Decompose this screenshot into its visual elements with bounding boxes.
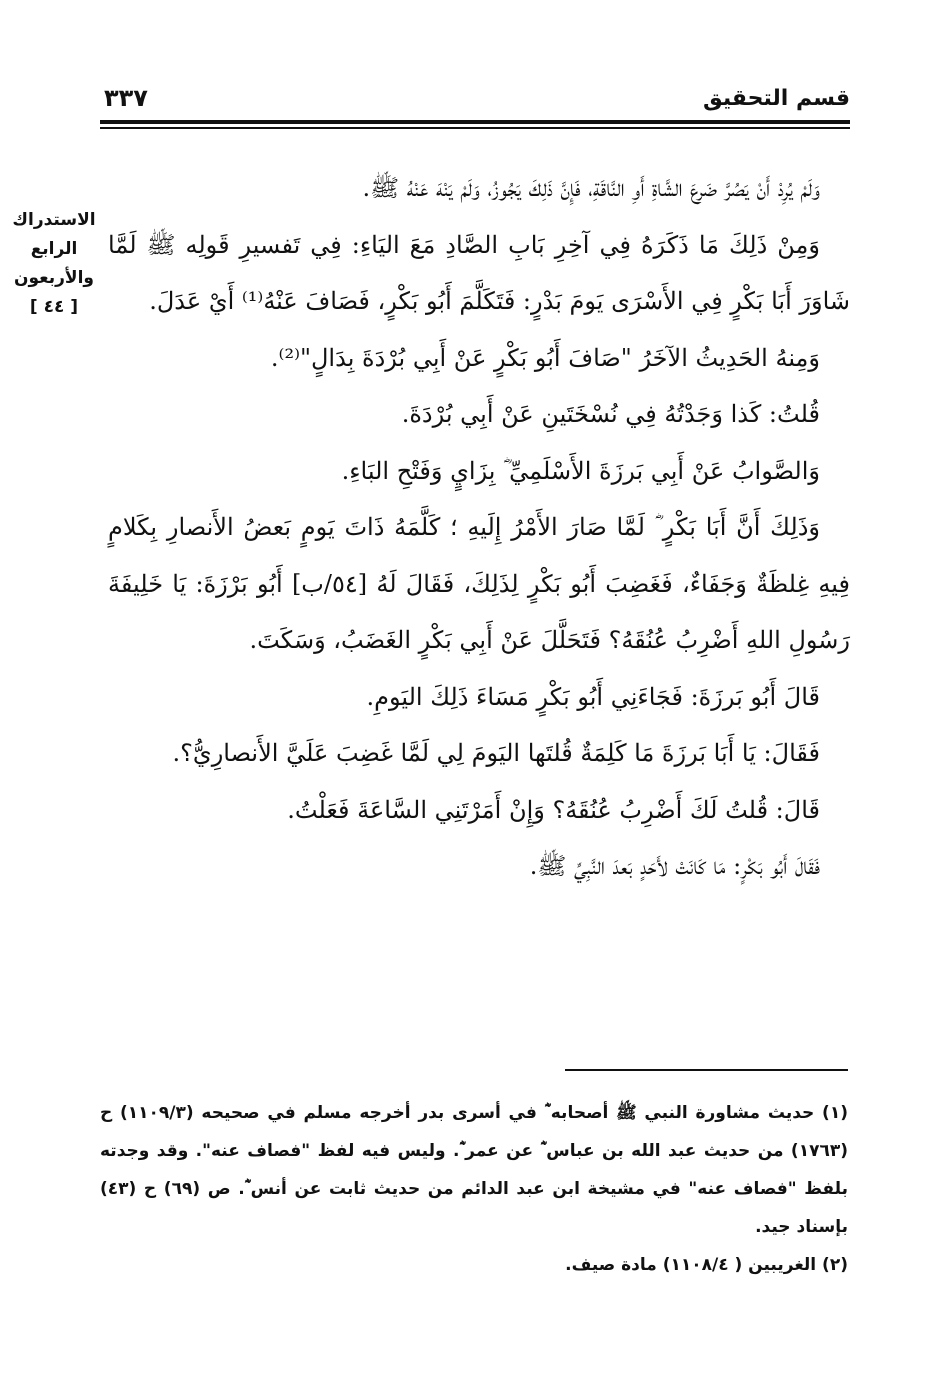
footnote: (٢) الغريبين ( ١١٠٨/٤) مادة صيف. [565,1255,848,1275]
margin-note-number: [ ٤٤ ] [29,297,79,317]
paragraph: وَلَمْ يُرِدْ أَنْ يَصُرَّ ضَرعَ الشَّاةِ أَوِ النَّاقَةِ، فَإِنَّ ذَلِكَ يَجُوزُ، وَلَمْ يَنْهَ عَنْهُ ﷺ. [362,174,820,202]
paragraph: وَمِنهُ الحَدِيثُ الآخَرُ "صَافَ أَبُو بَكْرٍ عَنْ أَبِي بُرْدَةَ بِدَالٍ"⁽²⁾. [270,343,820,372]
main-text [108,160,850,895]
paragraph: وَذَلِكَ أَنَّ أَبَا بَكْرٍ ؓ لَمَّا صَارَ الأَمْرُ إِلَيهِ ؛ كَلَّمَهُ ذَاتَ يَومٍ بَعضُ الأَنصارِ بِكَلامٍ فِيهِ غِلظَةٌ وَجَفَاءٌ، فَغَضِبَ أَبُو بَكْرٍ لِذَلِكَ، فَقَالَ لَهُ [٥٤/ب] أَبُو بَرْزَةَ: يَا خَلِيفَةَ رَسُولِ اللهِ أَضْرِبُ عُنُقَهُ؟ فَتَحَلَّلَ عَنْ أَبِي بَكْرٍ الغَضَبُ، وَسَكَتَ. [108,513,851,654]
running-title: قسم التحقيق [703,86,850,111]
page-number: ٣٣٧ [104,84,148,112]
page-header [100,82,850,118]
paragraph: فَقَالَ أَبُو بَكْرٍ: مَا كَانَتْ لأَحَدٍ بَعدَ النَّبِيِّ ﷺ. [529,852,820,880]
header-rule-thin [100,127,850,129]
header-rule-thick [100,120,850,124]
paragraph: قَالَ أَبُو بَرزَةَ: فَجَاءَنِي أَبُو بَكْرٍ مَسَاءَ ذَلِكَ اليَومِ. [366,682,820,711]
paragraph: قَالَ: قُلتُ لَكَ أَضْرِبُ عُنُقَهُ؟ وَإِنْ أَمَرْتَنِي السَّاعَةَ فَعَلْتُ. [287,795,820,824]
margin-note-line: الرابع [30,239,78,259]
margin-note [8,206,100,322]
footnotes [100,1094,848,1284]
footnote: (١) حديث مشاورة النبي ﷺ أصحابه ؓ في أسرى بدر أخرجه مسلم في صحيحه (١١٠٩/٣) ح (١٧٦٣) من حديث عبد الله بن عباس ؓ عن عمر ؓ. وليس فيه لفظ "فصاف عنه". وقد وجدته بلفظ "فصاف عنه" في مشيخة ابن عبد الدائم من حديث ثابت عن أنس ؓ. ص (٦٩) ح (٤٣) بإسناد جيد. [100,1103,848,1237]
paragraph: فَقَالَ: يَا أَبَا بَرزَةَ مَا كَلِمَةٌ قُلتَها اليَومَ لِي لَمَّا غَضِبَ عَلَيَّ الأَنصارِيُّ؟. [172,739,820,767]
footnote-separator [565,1069,848,1071]
margin-note-line: الاستدراك [12,210,96,230]
margin-note-line: والأربعون [14,268,94,288]
paragraph: وَالصَّوابُ عَنْ أَبِي بَرزَةَ الأَسْلَمِيِّ ؓ بِزَايٍ وَفَتْحِ البَاءِ. [341,456,820,485]
paragraph: وَمِنْ ذَلِكَ مَا ذَكَرَهُ فِي آخِرِ بَابِ الصَّادِ مَعَ اليَاءِ: فِي تَفسيرِ قَولِه ﷺ لَمَّا شَاوَرَ أَبَا بَكْرٍ فِي الأَسْرَى يَومَ بَدْرٍ: فَتَكَلَّمَ أَبُو بَكْرٍ، فَصَافَ عَنْهُ⁽¹⁾ أَيْ عَدَلَ. [108,230,850,315]
paragraph: قُلتُ: كَذا وَجَدْتُهُ فِي نُسْخَتَينِ عَنْ أَبِي بُرْدَةَ. [401,400,820,428]
